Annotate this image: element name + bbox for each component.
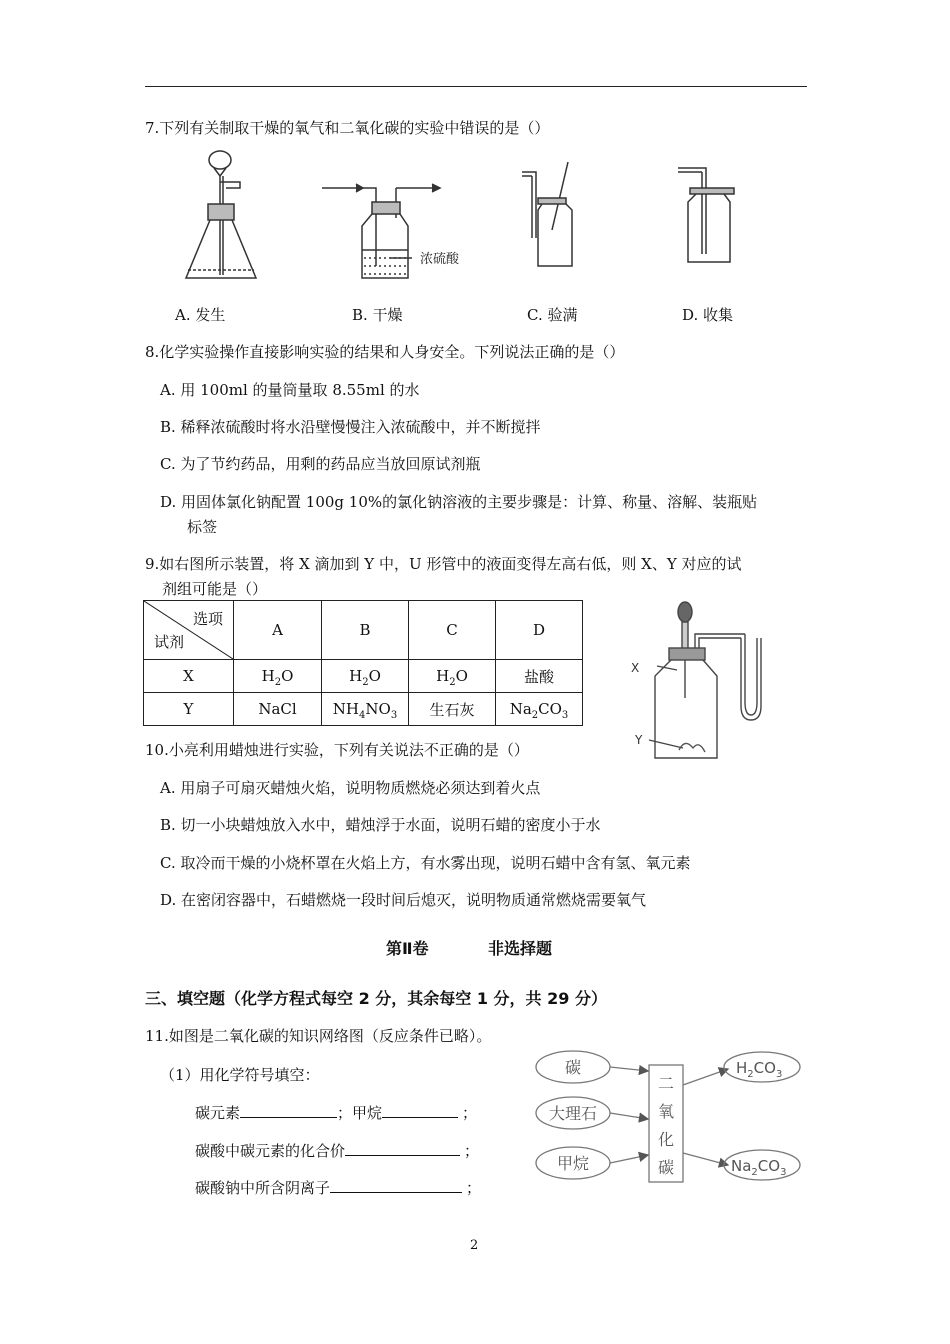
q9-stem-line1: 9.如右图所示装置，将 X 滴加到 Y 中，U 形管中的液面变得左高右低，则 X、Y 对应的试 xyxy=(145,555,742,573)
column-header-c: C xyxy=(409,601,496,660)
q7-option-a: A. 发生 xyxy=(175,306,226,324)
q10-option-a: A. 用扇子可扇灭蜡烛火焰，说明物质燃烧必须达到着火点 xyxy=(160,779,541,797)
cell-y-d: $Na_2CO_3$ xyxy=(496,693,583,726)
cell-y-c: 生石灰 xyxy=(409,693,496,726)
q8-option-d-line1: D. 用固体氯化钠配置 100g 10%的氯化钠溶液的主要步骤是：计算、称量、溶解、装瓶贴 xyxy=(160,493,758,511)
q9-u-tube-figure xyxy=(625,598,805,763)
svg-text:化: 化 xyxy=(657,1130,675,1149)
q9-stem-line2: 剂组可能是（） xyxy=(162,580,268,598)
cell-x-b: $H_2O$ xyxy=(322,660,409,693)
page-number: 2 xyxy=(470,1238,479,1253)
q10-option-c: C. 取冷而干燥的小烧杯罩在火焰上方，有水雾出现，说明石蜡中含有氢、氧元素 xyxy=(160,854,691,872)
cell-y-a: NaCl xyxy=(234,693,322,726)
table-row xyxy=(144,693,583,726)
section2-title-a: 第Ⅱ卷 xyxy=(386,939,429,958)
answer-blank-methane[interactable] xyxy=(382,1102,458,1118)
answer-blank-anion[interactable] xyxy=(330,1177,462,1193)
q7-stem: 7.下列有关制取干燥的氧气和二氧化碳的实验中错误的是（） xyxy=(145,119,550,137)
corner-bottom-label: 试剂 xyxy=(154,633,185,651)
q11-blank-line2: 碳酸中碳元素的化合价 ； xyxy=(195,1142,480,1160)
q10-stem: 10.小亮利用蜡烛进行实验，下列有关说法不正确的是（） xyxy=(145,741,529,759)
q11-knowledge-network-diagram xyxy=(530,1045,805,1195)
svg-text:甲烷: 甲烷 xyxy=(556,1154,590,1173)
q11-sub1: （1）用化学符号填空： xyxy=(160,1066,320,1084)
svg-text:大理石: 大理石 xyxy=(548,1104,598,1123)
q8-option-b: B. 稀释浓硫酸时将水沿壁慢慢注入浓硫酸中，并不断搅拌 xyxy=(160,418,541,436)
q7-label-sulfuric-acid: 浓硫酸 xyxy=(420,252,460,267)
row-x-label: X xyxy=(144,660,234,693)
svg-text:碳: 碳 xyxy=(657,1158,675,1177)
q9-reagent-table xyxy=(143,600,583,726)
q8-option-c: C. 为了节约药品，用剩的药品应当放回原试剂瓶 xyxy=(160,455,481,473)
cell-x-a: $H_2O$ xyxy=(234,660,322,693)
q7-apparatus-c xyxy=(522,162,572,266)
q7-option-b: B. 干燥 xyxy=(352,306,403,324)
q10-option-b: B. 切一小块蜡烛放入水中，蜡烛浮于水面，说明石蜡的密度小于水 xyxy=(160,816,601,834)
cell-y-b: $NH_4NO_3$ xyxy=(322,693,409,726)
part3-heading: 三、填空题（化学方程式每空 2 分，其余每空 1 分，共 29 分） xyxy=(145,989,607,1008)
cell-x-c: $H_2O$ xyxy=(409,660,496,693)
corner-top-label: 选项 xyxy=(192,610,223,628)
section2-title-b: 非选择题 xyxy=(488,939,553,958)
table-row xyxy=(144,601,583,660)
q7-option-c: C. 验满 xyxy=(527,306,578,324)
q9-label-y: Y xyxy=(635,733,643,747)
q9-label-x: X xyxy=(631,661,640,675)
svg-text:氧: 氧 xyxy=(657,1102,675,1121)
cell-x-d: 盐酸 xyxy=(496,660,583,693)
q7-apparatus-figure xyxy=(150,140,790,300)
table-corner-cell xyxy=(144,601,234,660)
column-header-a: A xyxy=(234,601,322,660)
q11-blank-line1: 碳元素 ；甲烷 ； xyxy=(195,1104,478,1122)
q8-option-a: A. 用 100ml 的量筒量取 8.55ml 的水 xyxy=(160,381,420,399)
q7-option-d: D. 收集 xyxy=(682,306,734,324)
q8-option-d-line2: 标签 xyxy=(187,518,218,536)
q8-stem: 8.化学实验操作直接影响实验的结果和人身安全。下列说法正确的是（） xyxy=(145,343,625,361)
q7-apparatus-a xyxy=(186,151,256,278)
answer-blank-carbon-element[interactable] xyxy=(240,1102,337,1118)
q7-apparatus-d xyxy=(678,168,734,262)
svg-text:二: 二 xyxy=(657,1074,675,1093)
table-row xyxy=(144,660,583,693)
answer-blank-valence[interactable] xyxy=(345,1140,460,1156)
svg-text:H2CO3: $H_2CO_3$ xyxy=(736,1059,783,1080)
header-rule xyxy=(145,86,807,87)
svg-text:碳: 碳 xyxy=(564,1058,582,1077)
column-header-d: D xyxy=(496,601,583,660)
svg-text:Na2CO3: $Na_2CO_3$ xyxy=(731,1157,787,1178)
q11-stem: 11.如图是二氧化碳的知识网络图（反应条件已略）。 xyxy=(145,1027,492,1045)
q10-option-d: D. 在密闭容器中，石蜡燃烧一段时间后熄灭，说明物质通常燃烧需要氧气 xyxy=(160,891,647,909)
row-y-label: Y xyxy=(144,693,234,726)
q11-blank-line3: 碳酸钠中所含阴离子 ； xyxy=(195,1179,482,1197)
column-header-b: B xyxy=(322,601,409,660)
